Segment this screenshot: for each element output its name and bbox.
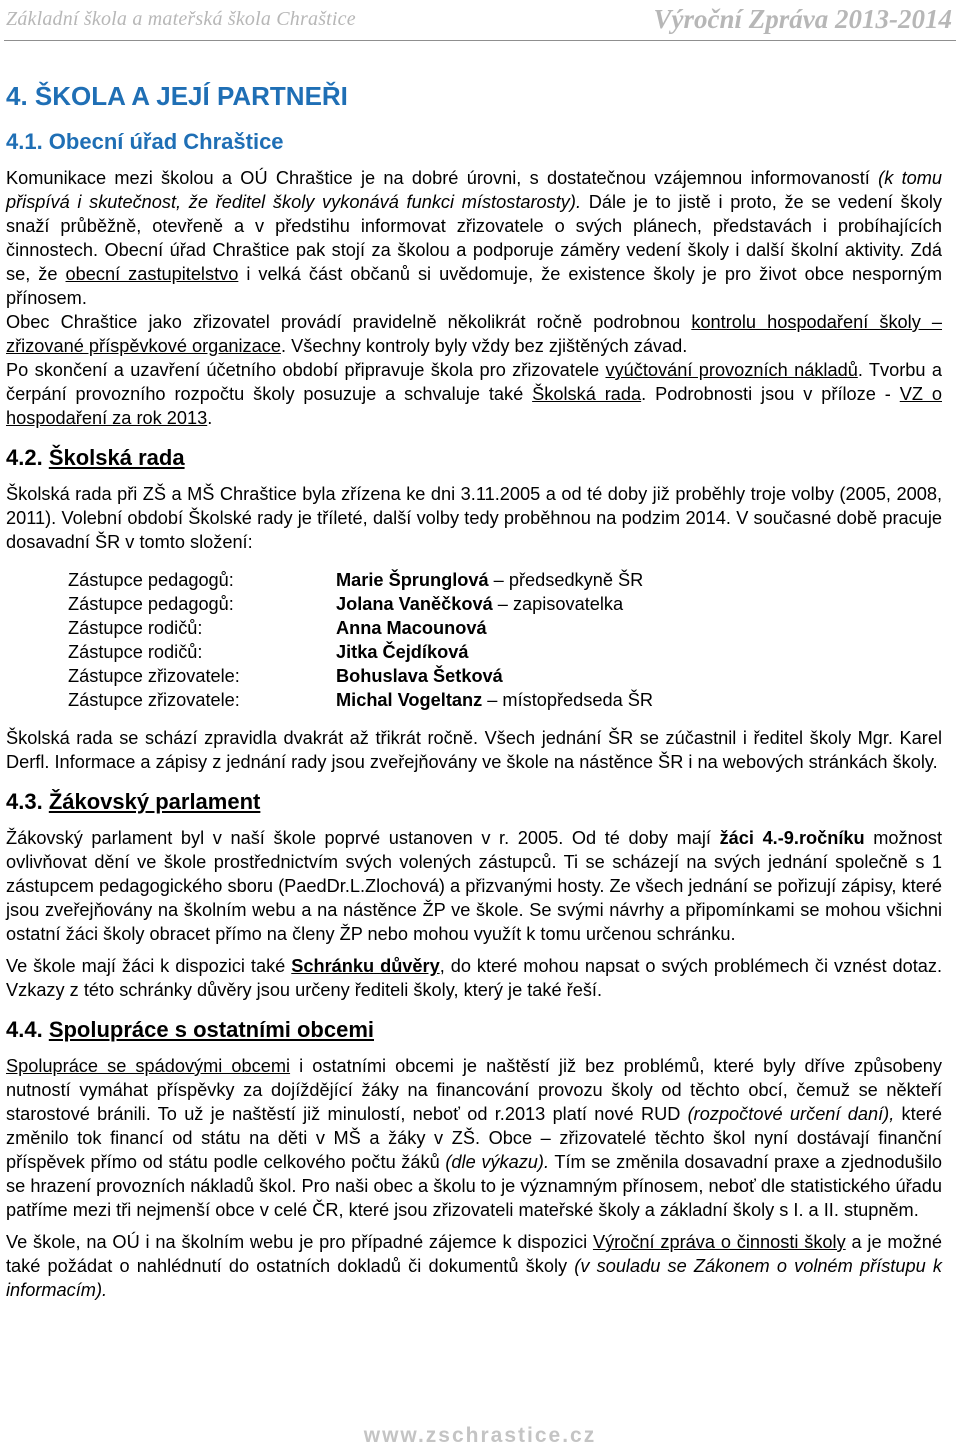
header-divider (4, 40, 956, 41)
spacer (6, 774, 942, 788)
paragraph-parlament-2 (6, 954, 942, 1002)
paragraph-spoluprace-2 (6, 1230, 942, 1302)
paragraph-skolska-rada-1: Školská rada při ZŠ a MŠ Chraštice byla zřízena ke dni 3.11.2005 a od té doby již proběhly troje volby (2005, 2008, 2011). Volební období Školské rady je tříleté, další volby tedy proběhnou na podzim 2014. V současné době pracuje dosavadní ŠR v tomto složení: (6, 484, 942, 552)
text: . (207, 408, 213, 428)
table-row (68, 568, 653, 592)
text: Ve škole, na OÚ i na školním webu je pro případné zájemce k dispozici (6, 1232, 593, 1252)
member-role: Zástupce rodičů: (68, 642, 203, 662)
member-role: Zástupce pedagogů: (68, 570, 234, 590)
member-name: Jolana Vaněčková (336, 594, 493, 614)
member-role: Zástupce rodičů: (68, 618, 203, 638)
text: Po skončení a uzavření účetního období připravuje škola pro zřizovatele (6, 360, 606, 380)
member-role: Zástupce zřizovatele: (68, 690, 240, 710)
member-name: Bohuslava Šetková (336, 666, 503, 686)
text: a je možné také požádat o nahlédnutí do ostatních dokladů či dokumentů školy (6, 1232, 942, 1276)
member-cell (336, 616, 653, 640)
heading-number: 4.2. (6, 445, 49, 470)
text: i velká část občanů si uvědomuje, že existence školy je pro život obce nesporným přínosem. (6, 264, 942, 308)
member-function: – místopředseda ŠR (482, 690, 654, 710)
paragraph-skolska-rada-2: Školská rada se schází zpravidla dvakrát až třikrát ročně. Všech jednání ŠR se zúčastnil i ředitel školy Mgr. Karel Derfl. Informace a zápisy z jednání rady jsou zveřejňovány ve škole na nástěnce ŠR i na webových stránkách školy. (6, 728, 942, 772)
member-cell (336, 592, 653, 616)
text-italic: (rozpočtové určení daní), (687, 1104, 895, 1124)
text: . Tvorbu a čerpání provozního rozpočtu školy posuzuje a schvaluje také (6, 360, 942, 404)
link-kontrola-hospodareni[interactable]: kontrolu hospodaření školy – zřizované příspěvkové organizace (6, 312, 943, 356)
link-vyuctovani-nakladu[interactable]: vyúčtování provozních nákladů (605, 360, 858, 380)
text: Žákovský parlament byl v naší škole poprvé ustanoven v r. 2005. Od té doby mají (6, 828, 720, 848)
member-role: Zástupce pedagogů: (68, 594, 234, 614)
paragraph-spoluprace-1 (6, 1054, 942, 1222)
link-vyrocni-zprava[interactable]: Výroční zpráva o činnosti školy (592, 1232, 846, 1252)
link-spadove-obce[interactable]: Spolupráce se spádovými obcemi (6, 1056, 291, 1076)
heading-number: 4.3. (6, 789, 49, 814)
spacer (6, 946, 942, 954)
table-row (68, 592, 653, 616)
table-row (68, 640, 653, 664)
member-function: – předsedkyně ŠR (488, 570, 644, 590)
text: Ve škole mají žáci k dispozici také (6, 956, 292, 976)
member-name: Anna Macounová (336, 618, 487, 638)
heading-text: Spolupráce s ostatními obcemi (48, 1017, 374, 1042)
spacer (6, 1002, 942, 1016)
text-bold: žáci 4.-9.ročníku (719, 828, 865, 848)
member-name: Marie Šprunglová (336, 570, 489, 590)
header-report-title: Výroční Zpráva 2013-2014 (653, 4, 952, 34)
heading-obecni-urad: 4.1. Obecní úřad Chraštice (6, 129, 284, 154)
paragraph-obecni-urad-3 (6, 358, 942, 430)
table-row (68, 664, 653, 688)
link-schranka-duvery[interactable]: Schránku důvěry (291, 956, 440, 976)
link-obecni-zastupitelstvo[interactable]: obecní zastupitelstvo (65, 264, 239, 284)
table-row (68, 616, 653, 640)
text-italic: (k tomu přispívá i skutečnost, že ředitel školy vykonává funkci místostarosty). (6, 168, 943, 212)
text: které změnilo tok financí od státu na děti v MŠ a žáky v ZŠ. Obce – zřizovatelé těchto škol nyní dostávají finanční příspěvek přímo od státu podle celkového počtu žáků (6, 1104, 942, 1172)
council-members-list (68, 568, 653, 712)
text: i ostatními obcemi je naštěstí již bez problémů, které byly dříve způsobeny nutností vymáhat příspěvky za dojíždějící žáky na financování provozu školy od těchto obcí, čemuž se někteří starostové bránili. To už je naštěstí již minulostí, neboť od r.2013 platí nové RUD (6, 1056, 942, 1124)
member-cell (336, 688, 653, 712)
text: . Všechny kontroly byly vždy bez zjištěných závad. (280, 336, 688, 356)
document-body (6, 80, 942, 1302)
council-members-table (68, 568, 653, 712)
text-italic: (v souladu se Zákonem o volném přístupu k informacím). (6, 1256, 942, 1300)
link-skolska-rada[interactable]: Školská rada (532, 384, 642, 404)
text: Dále je to jistě i proto, že se vedení školy snaží průběžně, otevřeně a v předstihu informovat zřizovatele o svých plánech, představách i probíhajících činnostech. Obecní úřad Chraštice pak stojí za školou a podporuje záměry vedení školy i další školní aktivity. Zdá se, že (6, 192, 942, 284)
heading-skolska-rada (6, 444, 942, 472)
member-cell (336, 640, 653, 664)
heading-text: Žákovský parlament (48, 789, 261, 814)
heading-number: 4.4. (6, 1017, 49, 1042)
member-name: Jitka Čejdíková (336, 642, 469, 662)
text: Obec Chraštice jako zřizovatel provádí pravidelně několikrát ročně podrobnou (6, 312, 692, 332)
member-cell (336, 568, 653, 592)
text: , do které mohou napsat o svých problémech či vznést dotaz. Vzkazy z této schránky důvěry jsou určeny řediteli školy, který je také řeší. (6, 956, 943, 1000)
member-function: – zapisovatelka (492, 594, 624, 614)
heading-text: Školská rada (48, 445, 185, 470)
paragraph-parlament-1 (6, 826, 942, 946)
text: Tím se změnila dosavadní praxe a zjednodušilo se hrazení provozních nákladů škol. Pro naši obec a školu to je významným přínosem, neboť dle statistického úřadu patříme mezi tři nejmenší obce v celé ČR, které jsou zřizovateli mateřské školy a základní školy s I. a II. stupněm. (6, 1152, 942, 1220)
spacer (6, 430, 942, 444)
link-vz-hospodareni-2013[interactable]: VZ o hospodaření za rok 2013 (6, 384, 942, 428)
footer-website[interactable]: www.zschrastice.cz (363, 1424, 597, 1447)
member-role: Zástupce zřizovatele: (68, 666, 240, 686)
paragraph-obecni-urad-1 (6, 166, 942, 310)
text-italic: (dle výkazu). (445, 1152, 550, 1172)
page-header (0, 0, 960, 40)
text: možnost ovlivňovat dění ve škole prostřednictvím svých volených zástupců. Ti se scházejí na svých jednání společně s 1 zástupcem pedagogického sboru (PaedDr.L.Zlochová) a přizvanými hosty. Ze všech jednání se pořizují zápisy, které jsou zveřejňovány na školním webu a na nástěnce ŽP ve škole. Se svými návrhy a připomínkami se mohou všichni ostatní žáci školy obracet přímo na členy ŽP nebo mohou využít k tomu určenou schránku. (6, 828, 943, 944)
text: Komunikace mezi školou a OÚ Chraštice je na dobré úrovni, s dostatečnou vzájemnou informovaností (6, 168, 879, 188)
member-name: Michal Vogeltanz (336, 690, 483, 710)
heading-zakovsky-parlament (6, 788, 942, 816)
text: . Podrobnosti jsou v příloze - (641, 384, 900, 404)
paragraph-obecni-urad-2 (6, 310, 942, 358)
table-row (68, 688, 653, 712)
header-school-name: Základní škola a mateřská škola Chraštice (6, 8, 356, 30)
spacer (6, 1222, 942, 1230)
section-title: 4. ŠKOLA A JEJÍ PARTNEŘI (6, 81, 348, 111)
heading-spoluprace-obce (6, 1016, 942, 1044)
member-cell (336, 664, 653, 688)
